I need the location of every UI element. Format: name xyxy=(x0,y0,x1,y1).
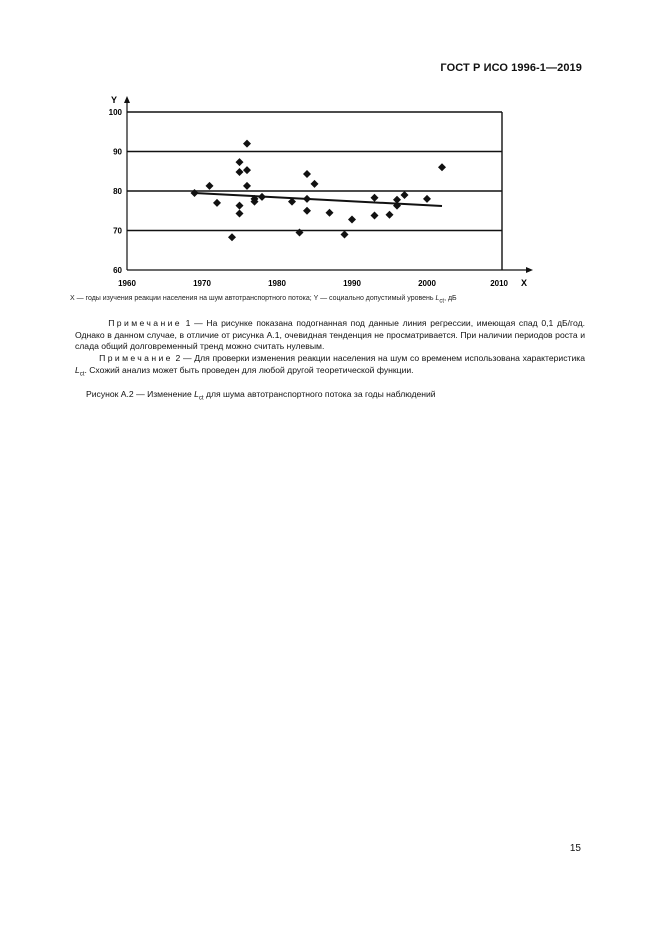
data-point-28 xyxy=(401,191,409,199)
data-point-2 xyxy=(213,199,221,207)
note-2-text-after: . Схожий анализ может быть проведен для любой другой теоретической функции. xyxy=(84,364,414,375)
lct-subscript: ct xyxy=(198,395,204,402)
y-axis-arrow xyxy=(124,96,130,103)
data-point-29 xyxy=(423,195,431,203)
axes-legend-unit: , дБ xyxy=(444,295,457,302)
data-point-25 xyxy=(386,211,394,219)
data-point-20 xyxy=(326,209,334,217)
data-point-9 xyxy=(243,166,251,174)
x-tick-label-2000: 2000 xyxy=(418,279,436,288)
scatter-chart xyxy=(96,90,536,290)
note-1-label: Примечание xyxy=(108,318,182,328)
data-point-8 xyxy=(243,140,251,148)
x-tick-label-1960: 1960 xyxy=(118,279,136,288)
axes-legend-text: X — годы изучения реакции населения на шум автотранспортного потока; Y — социально допустимый уровень xyxy=(70,295,436,302)
y-tick-label-90: 90 xyxy=(113,147,122,157)
data-point-7 xyxy=(236,210,244,218)
y-tick-label-100: 100 xyxy=(108,108,122,117)
page-number: 15 xyxy=(569,843,581,854)
note-1 xyxy=(75,318,585,353)
data-point-24 xyxy=(371,211,379,219)
lct-symbol: L xyxy=(75,364,80,375)
data-point-10 xyxy=(243,182,251,190)
note-2-label: Примечание xyxy=(99,353,173,363)
y-tick-label-60: 60 xyxy=(113,266,122,275)
lct-subscript: ct xyxy=(79,371,85,378)
x-tick-label-1970: 1970 xyxy=(193,279,211,288)
x-axis-arrow xyxy=(526,267,533,273)
data-point-16 xyxy=(303,170,311,178)
data-point-0 xyxy=(191,189,199,197)
data-point-1 xyxy=(206,182,214,190)
data-point-5 xyxy=(236,168,244,176)
x-axis-label: X xyxy=(520,278,527,288)
lct-symbol: L xyxy=(194,389,199,399)
figure-caption xyxy=(86,389,436,402)
data-point-19 xyxy=(311,180,319,188)
data-point-22 xyxy=(348,215,356,223)
data-point-15 xyxy=(296,228,304,236)
y-tick-label-80: 80 xyxy=(113,187,122,196)
data-point-21 xyxy=(341,230,349,238)
note-2-text-before: 2 — Для проверки изменения реакции населения на шум со временем использована характеристика xyxy=(172,353,585,363)
x-tick-label-1990: 1990 xyxy=(343,279,361,288)
data-point-30 xyxy=(438,163,446,171)
standard-id-header: ГОСТ Р ИСО 1996-1—2019 xyxy=(440,62,582,74)
lct-subscript: ct xyxy=(439,298,445,305)
y-tick-label-70: 70 xyxy=(113,226,122,236)
data-point-17 xyxy=(303,195,311,203)
y-axis-label: Y xyxy=(110,95,117,105)
x-tick-label-2010: 2010 xyxy=(490,279,508,288)
lct-symbol: L xyxy=(435,295,440,302)
data-point-23 xyxy=(371,194,379,202)
x-tick-label-1980: 1980 xyxy=(268,279,286,288)
axes-legend-caption xyxy=(70,295,590,304)
note-1-text: 1 — На рисунке показана подогнанная под данные линия регрессии, имеющая спад 0,1 дБ/год. Однако в данном случае, в отличие от рисунка А.1, очевидная тенденция не просматривается. При наличии периодов роста и слада общий долговременный тренд можно считать нулевым. xyxy=(75,318,585,352)
data-point-4 xyxy=(236,158,244,166)
figure-caption-before: Рисунок А.2 — Изменение xyxy=(86,389,195,399)
data-point-3 xyxy=(228,233,236,241)
figure-caption-after: для шума автотранспортного потока за годы наблюдений xyxy=(203,389,436,399)
note-2 xyxy=(75,353,585,381)
data-point-6 xyxy=(236,202,244,210)
data-point-13 xyxy=(258,193,266,201)
data-point-18 xyxy=(303,207,311,215)
